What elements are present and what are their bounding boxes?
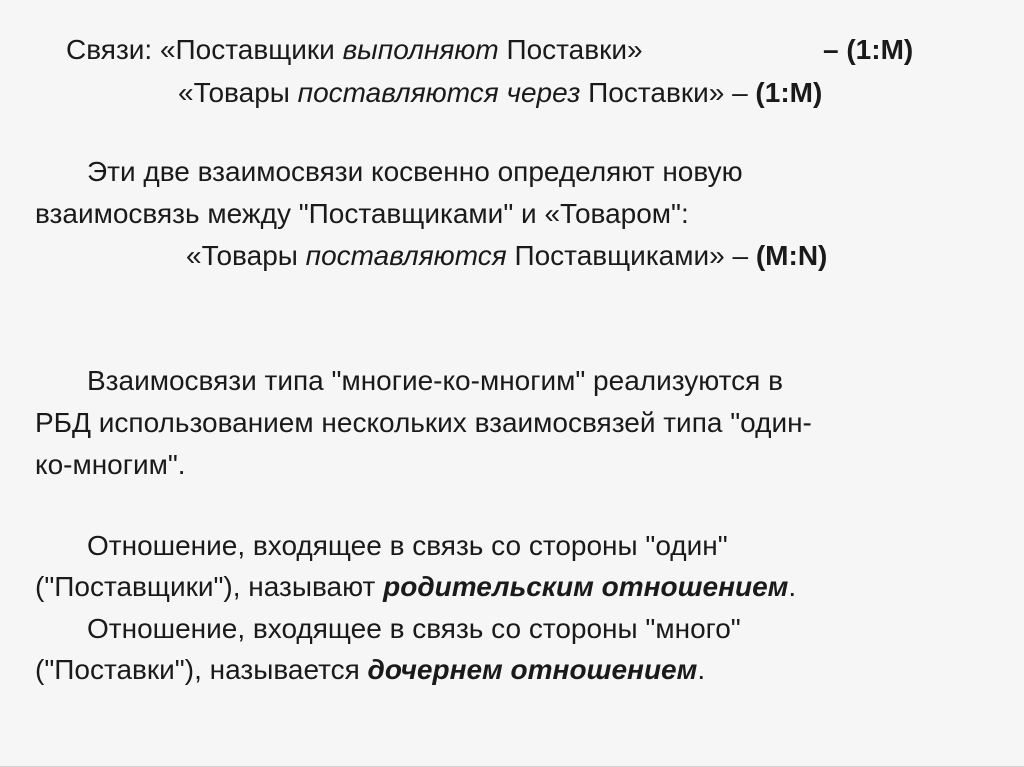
indirect-text-line-2: взаимосвязь между "Поставщиками" и «Товаром":: [35, 198, 689, 229]
parent-relation-text: ("Поставщики"), называют: [35, 571, 384, 602]
indirect-text-line-1: Эти две взаимосвязи косвенно определяют новую: [87, 156, 743, 187]
relation-object: Поставщиками» –: [506, 240, 756, 271]
parent-relation-line-2: [35, 570, 796, 604]
relation-object: Поставки» –: [580, 77, 756, 108]
relation-suppliers-cardinality: – (1:M): [823, 34, 914, 65]
relation-subject: «Товары: [186, 240, 306, 271]
relation-verb: выполняют: [342, 34, 499, 65]
relation-cardinality: (1:M): [755, 77, 823, 108]
relation-goods-line: [178, 76, 822, 110]
parent-relation-period: .: [788, 571, 797, 602]
relation-subject: «Товары: [178, 77, 298, 108]
many-to-many-line-2: РБД использованием нескольких взаимосвязей типа "один-: [35, 407, 812, 438]
parent-relation-term: родительским отношением: [383, 571, 789, 602]
many-to-many-line-3: ко-многим".: [35, 449, 186, 480]
indirect-relation-line: [186, 239, 827, 273]
many-to-many-line-1: Взаимосвязи типа "многие-ко-многим" реализуются в: [87, 365, 783, 396]
relation-label: Связи: «Поставщики: [66, 34, 343, 65]
child-relation-period: .: [697, 654, 706, 685]
relation-cardinality: (M:N): [755, 240, 828, 271]
relation-object: Поставки»: [498, 34, 643, 65]
relation-verb: поставляются: [305, 240, 507, 271]
child-relation-line-1: Отношение, входящее в связь со стороны "много": [87, 613, 741, 644]
child-relation-term: дочернем отношением: [367, 654, 698, 685]
relation-verb: поставляются через: [297, 77, 581, 108]
child-relation-line-2: [35, 653, 705, 687]
parent-relation-line-1: Отношение, входящее в связь со стороны "один": [87, 530, 728, 561]
child-relation-text: ("Поставки"), называется: [35, 654, 368, 685]
relation-suppliers-line: [66, 33, 643, 67]
